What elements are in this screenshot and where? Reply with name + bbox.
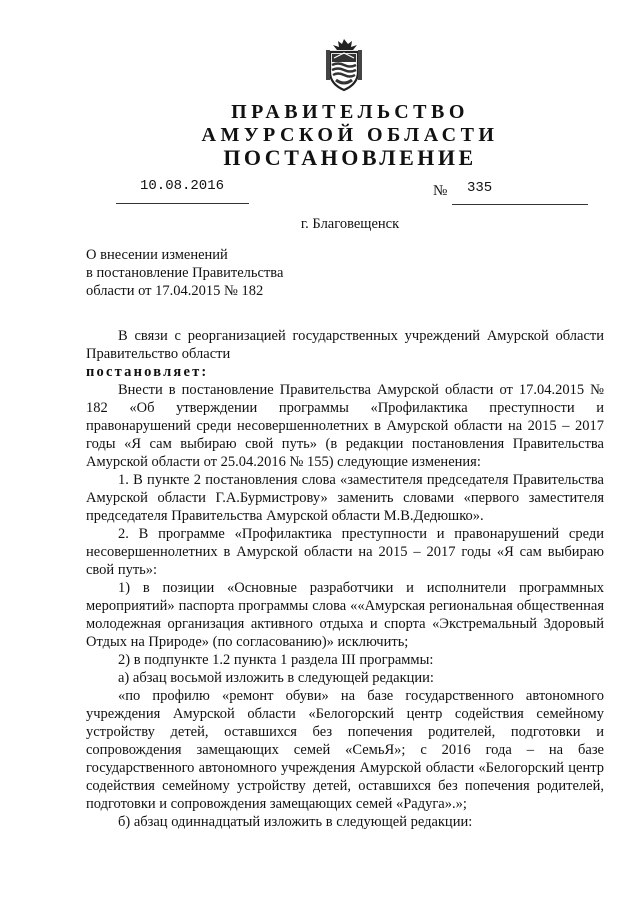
document-subject — [86, 246, 346, 300]
subject-line: О внесении изменений — [86, 247, 228, 263]
number-underline — [452, 204, 588, 205]
subject-line: в постановление Правительства — [86, 265, 284, 281]
document-number: 335 — [467, 180, 493, 196]
coat-of-arms-emblem — [322, 38, 366, 92]
org-name-line1: ПРАВИТЕЛЬСТВО — [231, 101, 469, 123]
org-name-line2: АМУРСКОЙ ОБЛАСТИ — [201, 124, 499, 146]
document-date: 10.08.2016 — [140, 178, 225, 194]
body-paragraph: 2. В программе «Профилактика преступности и правонарушений среди несовершеннолетних в Амурской области на 2015 – 2017 годы «Я сам выбираю свой путь»: — [86, 526, 604, 578]
body-paragraph: б) абзац одиннадцатый изложить в следующей редакции: — [118, 814, 473, 830]
body-paragraph: 2) в подпункте 1.2 пункта 1 раздела III программы: — [118, 652, 434, 668]
date-underline — [116, 203, 249, 204]
resolves-word: постановляет: — [86, 364, 209, 380]
body-paragraph: Внести в постановление Правительства Амурской области от 17.04.2015 № 182 «Об утверждении программы «Профилактика преступности и правонарушений среди несовершеннолетних в Амурской области на 2015 – 2017 годы «Я сам выбираю свой путь» (в редакции постановления Правительства Амурской области от 25.04.2016 № 155) следующие изменения: — [86, 382, 604, 470]
body-paragraph: а) абзац восьмой изложить в следующей редакции: — [118, 670, 434, 686]
document-body — [86, 327, 604, 831]
resolves-line-wrap — [86, 363, 604, 381]
body-paragraph: «по профилю «ремонт обуви» на базе государственного автономного учреждения Амурской области «Белогорский центр содействия семейному устройству детей, оставшихся без попечения родителей, подготовки и сопровождения замещающих семей «СемьЯ»; с 2016 года – на базе государственного автономного учреждения Амурской области «Белогорский центр содействия семейному устройству детей, оставшихся без попечения родителей, подготовки и сопровождения замещающих семей «Радуга».»; — [86, 688, 604, 812]
city-name: г. Благовещенск — [300, 216, 400, 232]
subject-line: области от 17.04.2015 № 182 — [86, 283, 264, 299]
number-sign: № — [433, 183, 448, 199]
preamble-paragraph: В связи с реорганизацией государственных учреждений Амурской области Правительство области — [86, 328, 604, 362]
body-paragraph: 1. В пункте 2 постановления слова «заместителя председателя Правительства Амурской области Г.А.Бурмистрову» заменить словами «первого заместителя председателя Правительства Амурской области М.В.Дедюшко». — [86, 472, 604, 524]
body-paragraph: 1) в позиции «Основные разработчики и исполнители программных мероприятий» паспорта программы слова ««Амурская региональная общественная молодежная организация активного отдыха и спорта «Экстремальный Здоровый Отдых на Природе» (по согласованию)» исключить; — [86, 580, 604, 650]
document-type: ПОСТАНОВЛЕНИЕ — [223, 145, 477, 170]
